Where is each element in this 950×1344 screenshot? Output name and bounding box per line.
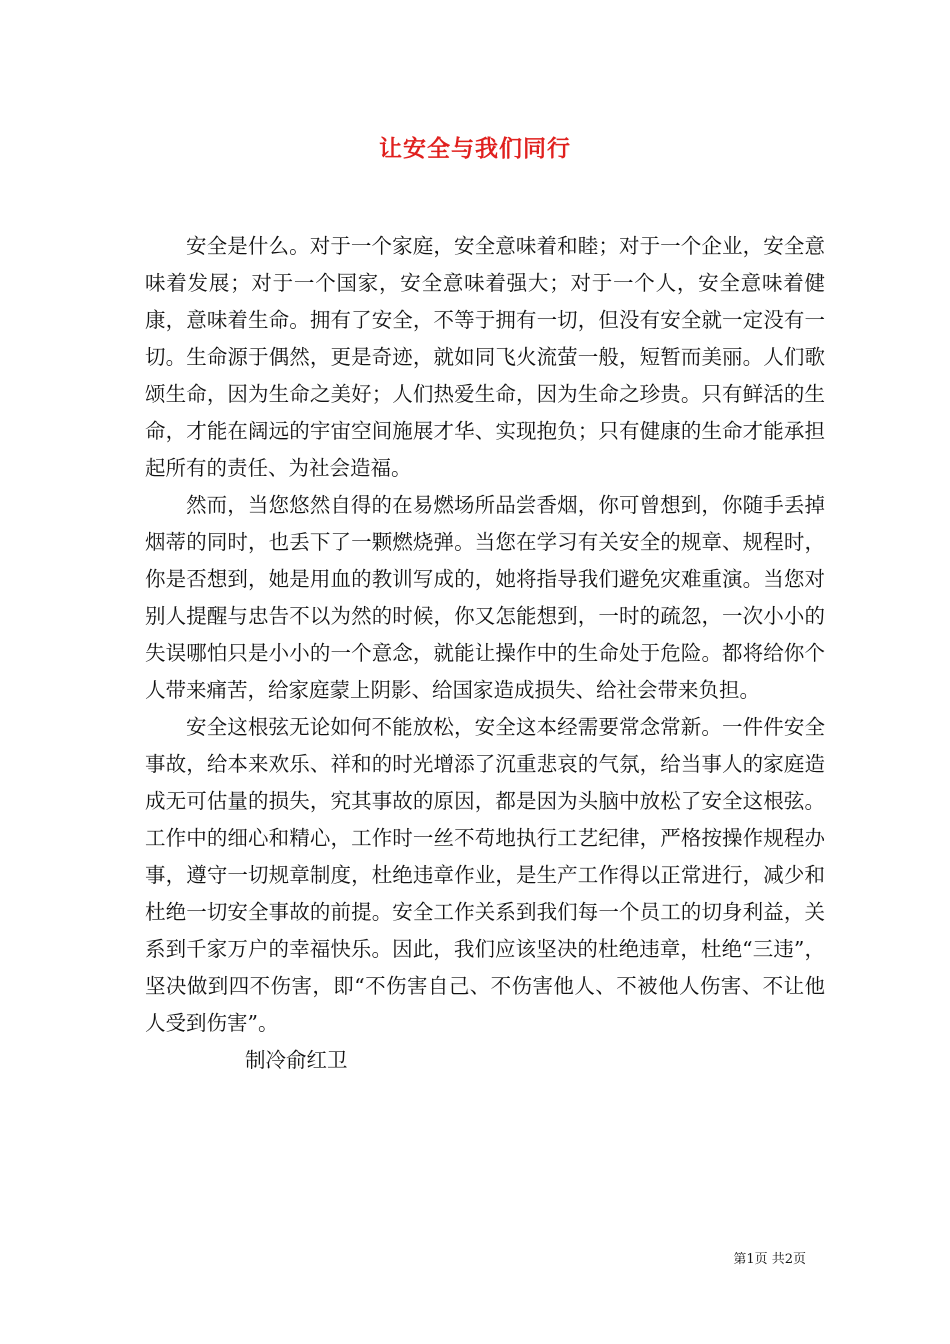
document-title: 让安全与我们同行 xyxy=(379,135,571,162)
page-number: 第1页 共2页 xyxy=(733,1252,806,1267)
paragraph-3: 安全这根弦无论如何不能放松，安全这本经需要常念常新。一件件安全事故，给本来欢乐、祥和的时光增添了沉重悲哀的气氛，给当事人的家庭造成无可估量的损失，究其事故的原因，都是因为头脑中放松了安全这根弦。工作中的细心和精心，工作时一丝不苟地执行工艺纪律，严格按操作规程办事，遵守一切规章制度，杜绝违章作业，是生产工作得以正常进行，减少和杜绝一切安全事故的前提。安全工作关系到我们每一个员工的切身利益，关系到千家万户的幸福快乐。因此，我们应该坚决的杜绝违章，杜绝“三违”，坚决做到四不伤害，即“不伤害自己、不伤害他人、不被他人伤害、不让他人受到伤害”。 xyxy=(145,715,825,1035)
document-body xyxy=(145,228,825,1079)
author-signature: 制冷俞红卫 xyxy=(245,1048,348,1072)
paragraph-1: 安全是什么。对于一个家庭，安全意味着和睦；对于一个企业，安全意味着发展；对于一个国家，安全意味着强大；对于一个人，安全意味着健康，意味着生命。拥有了安全，不等于拥有一切，但没有安全就一定没有一切。生命源于偶然，更是奇迹，就如同飞火流萤一般，短暂而美丽。人们歌颂生命，因为生命之美好；人们热爱生命，因为生命之珍贵。只有鲜活的生命，才能在阔远的宇宙空间施展才华、实现抱负；只有健康的生命才能承担起所有的责任、为社会造福。 xyxy=(145,234,825,480)
paragraph-2: 然而，当您悠然自得的在易燃场所品尝香烟，你可曾想到，你随手丢掉烟蒂的同时，也丢下了一颗燃烧弹。当您在学习有关安全的规章、规程时，你是否想到，她是用血的教训写成的，她将指导我们避免灾难重演。当您对别人提醒与忠告不以为然的时候，你又怎能想到，一时的疏忽，一次小小的失误哪怕只是小小的一个意念，就能让操作中的生命处于危险。都将给你个人带来痛苦，给家庭蒙上阴影、给国家造成损失、给社会带来负担。 xyxy=(145,493,825,702)
